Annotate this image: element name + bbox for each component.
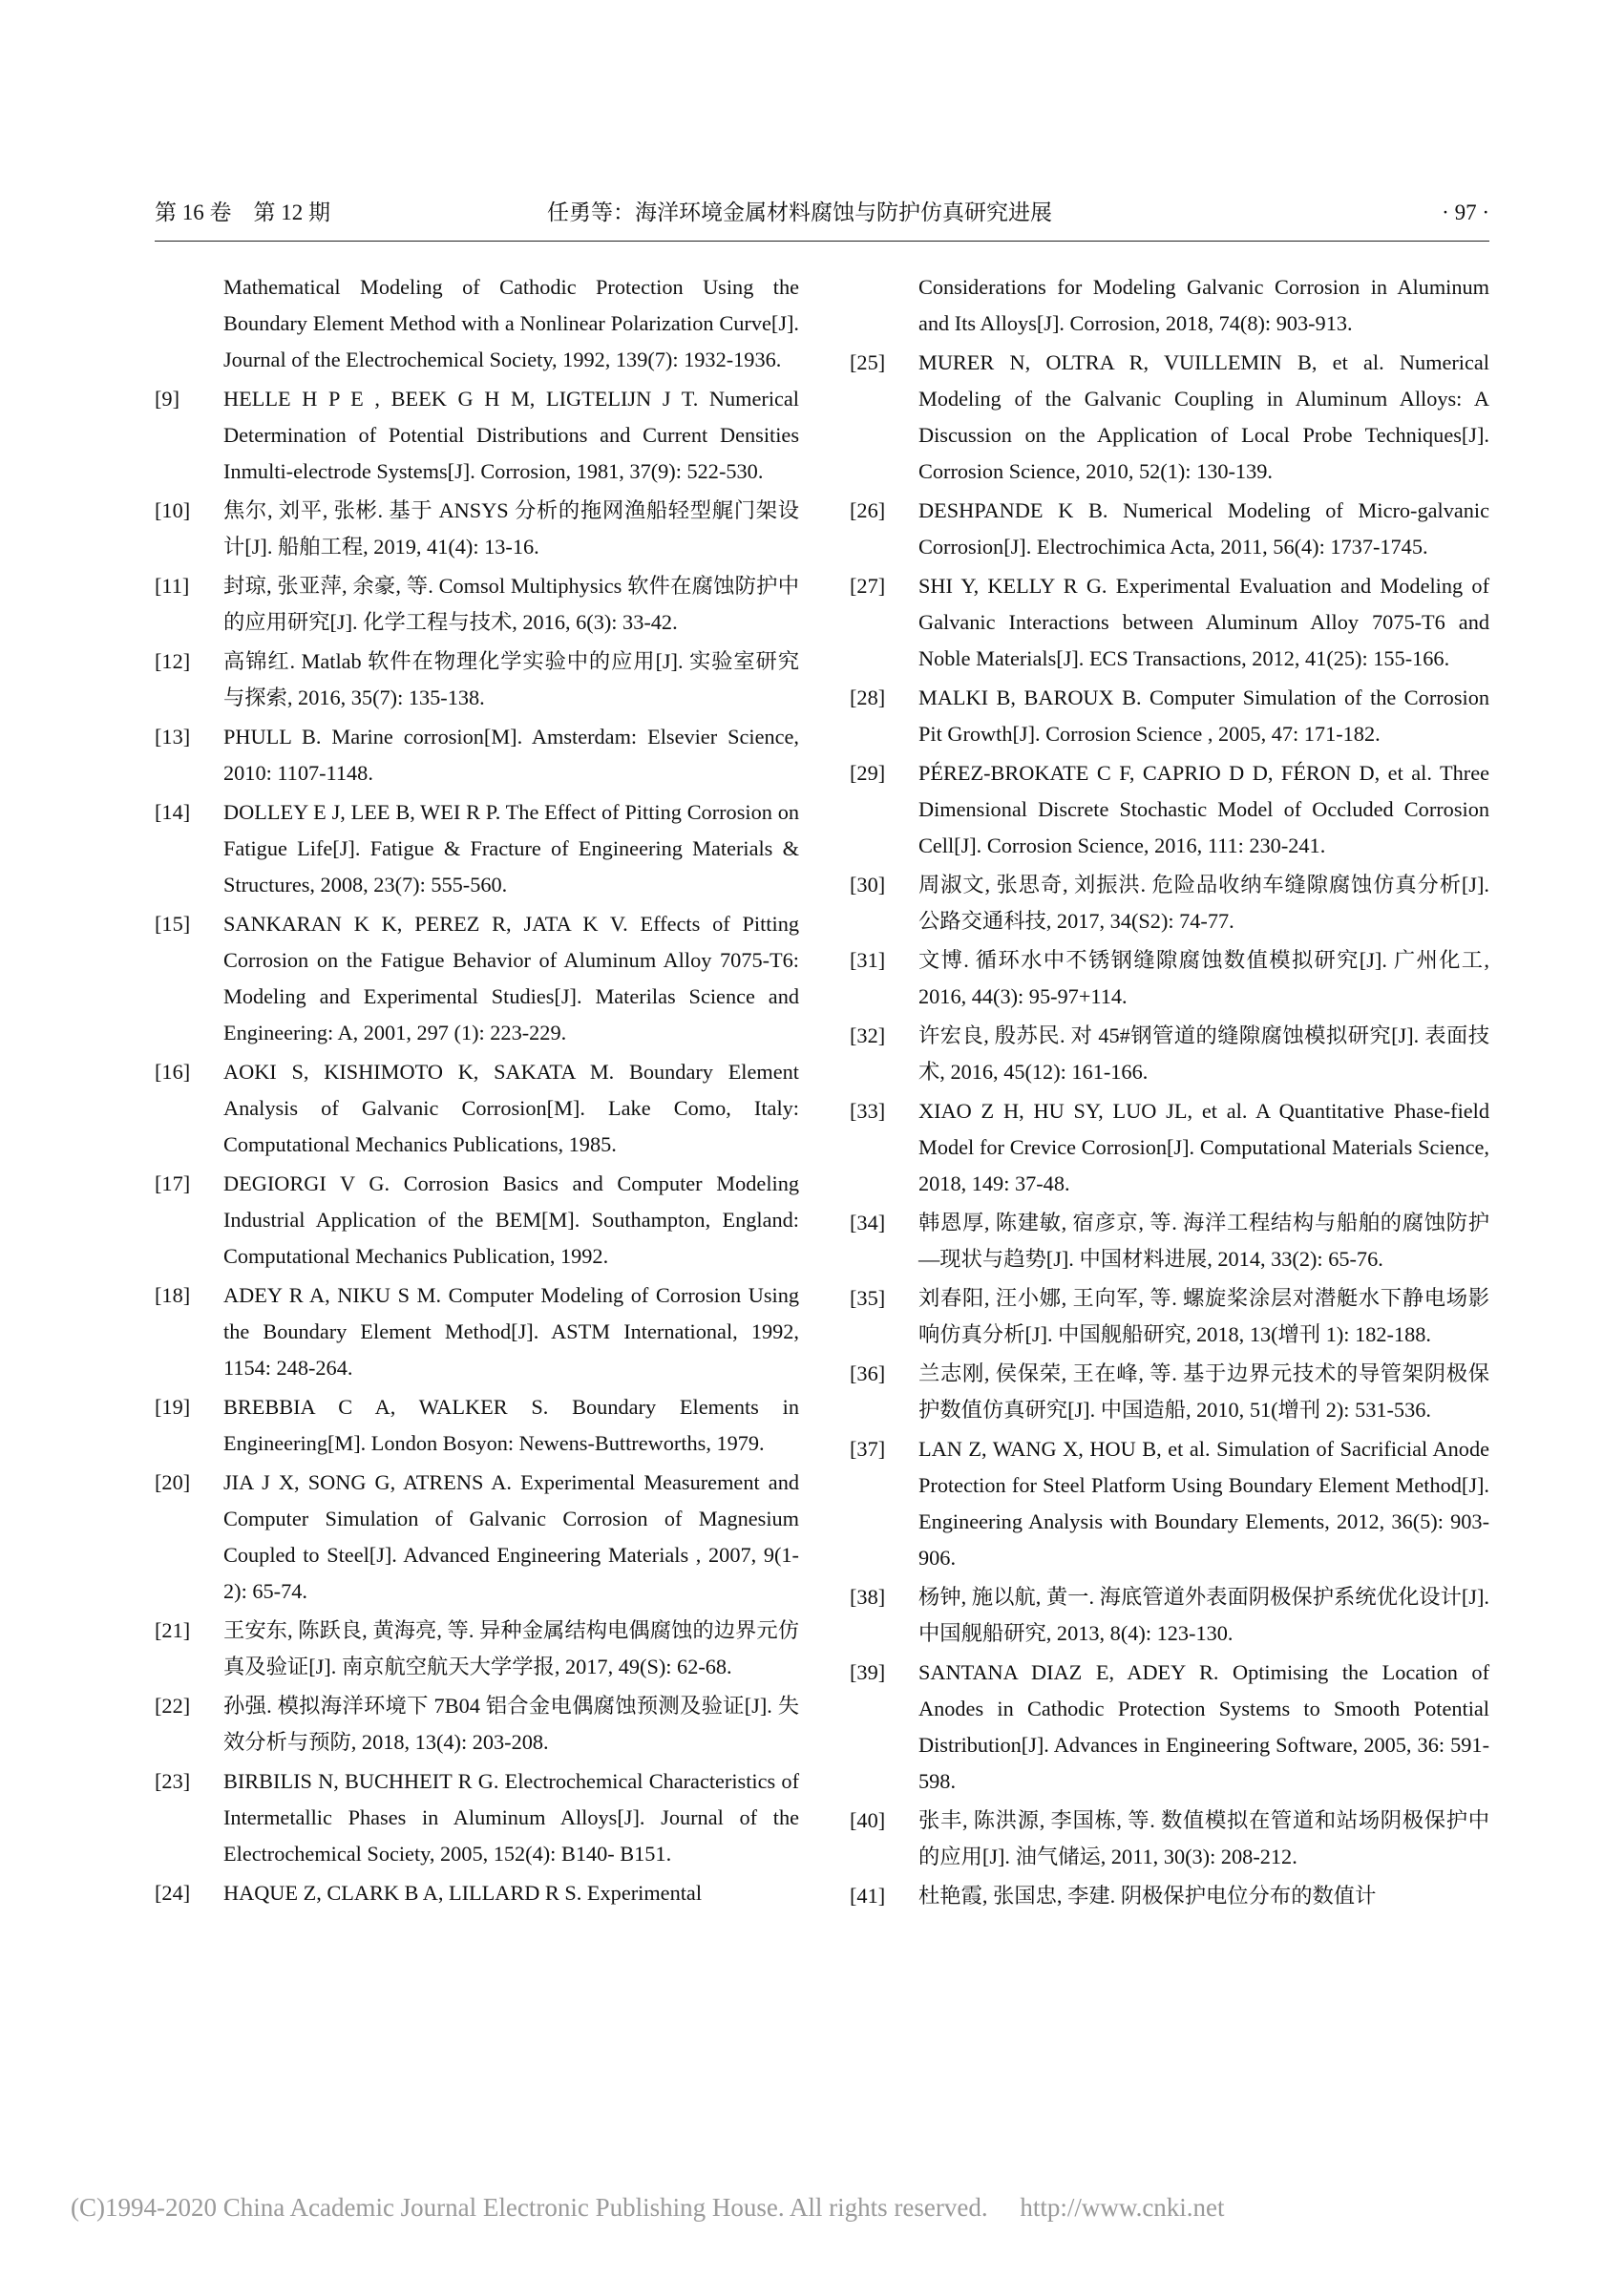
reference-text: DOLLEY E J, LEE B, WEI R P. The Effect of Pitting Corrosion on Fatigue Life[J]. Fatigue & Fracture of Engineering Materials & Structures, 2008, 23(7): 555-560. — [223, 800, 799, 896]
reference-item — [155, 906, 799, 1051]
reference-number: [19] — [155, 1395, 191, 1419]
reference-number: [14] — [155, 800, 191, 824]
references-right-column — [850, 269, 1489, 1917]
reference-item — [155, 568, 799, 641]
reference-item — [850, 1579, 1489, 1652]
reference-number: [37] — [850, 1437, 886, 1461]
reference-number: [17] — [155, 1171, 191, 1195]
reference-text: Mathematical Modeling of Cathodic Protection Using the Boundary Element Method with a Nonlinear Polarization Curve[J]. Journal of the Electrochemical Society, 1992, 139(7): 1932-1936. — [223, 275, 799, 371]
reference-text: 许宏良, 殷苏民. 对 45#钢管道的缝隙腐蚀模拟研究[J]. 表面技术, 2016, 45(12): 161-166. — [918, 1023, 1489, 1084]
reference-item — [155, 1688, 799, 1761]
reference-number: [29] — [850, 761, 886, 785]
reference-number: [39] — [850, 1660, 886, 1684]
reference-item — [155, 1054, 799, 1163]
reference-number: [38] — [850, 1585, 886, 1609]
reference-text: BREBBIA C A, WALKER S. Boundary Elements in Engineering[M]. London Bosyon: Newens-Buttreworths, 1979. — [223, 1395, 799, 1455]
reference-text: HELLE H P E , BEEK G H M, LIGTELIJN J T. Numerical Determination of Potential Distributions and Current Densities Inmulti-electrode Systems[J]. Corrosion, 1981, 37(9): 522-530. — [223, 387, 799, 483]
reference-item — [850, 345, 1489, 490]
reference-number: [25] — [850, 350, 886, 374]
reference-number: [22] — [155, 1694, 191, 1718]
reference-item — [850, 942, 1489, 1015]
reference-text: 杨钟, 施以航, 黄一. 海底管道外表面阴极保护系统优化设计[J]. 中国舰船研究, 2013, 8(4): 123-130. — [918, 1585, 1489, 1645]
references-left-column — [155, 269, 799, 1914]
reference-number: [30] — [850, 873, 886, 896]
reference-text: JIA J X, SONG G, ATRENS A. Experimental Measurement and Computer Simulation of Galvanic Corrosion of Magnesium Coupled to Steel[J]. Advanced Engineering Materials , 2007, 9(1-2): 65-74. — [223, 1470, 799, 1603]
reference-text: Considerations for Modeling Galvanic Corrosion in Aluminum and Its Alloys[J]. Corrosion, 2018, 74(8): 903-913. — [918, 275, 1489, 335]
reference-number: [15] — [155, 912, 191, 936]
reference-item — [850, 755, 1489, 864]
reference-number: [23] — [155, 1769, 191, 1793]
reference-text: 韩恩厚, 陈建敏, 宿彦京, 等. 海洋工程结构与船舶的腐蚀防护—现状与趋势[J]. 中国材料进展, 2014, 33(2): 65-76. — [918, 1211, 1489, 1271]
reference-text: 焦尔, 刘平, 张彬. 基于 ANSYS 分析的拖网渔船轻型艉门架设计[J]. 船舶工程, 2019, 41(4): 13-16. — [223, 498, 799, 559]
reference-text: 孙强. 模拟海洋环境下 7B04 铝合金电偶腐蚀预测及验证[J]. 失效分析与预防, 2018, 13(4): 203-208. — [223, 1694, 799, 1754]
reference-number: [9] — [155, 387, 179, 411]
reference-item — [850, 1018, 1489, 1090]
reference-number: [33] — [850, 1099, 886, 1123]
reference-text: MURER N, OLTRA R, VUILLEMIN B, et al. Numerical Modeling of the Galvanic Coupling in Aluminum Alloys: A Discussion on the Application of Local Probe Techniques[J]. Corrosion Science, 2010, 52(1): 130-139. — [918, 350, 1489, 483]
reference-number: [41] — [850, 1884, 886, 1908]
reference-number: [35] — [850, 1286, 886, 1310]
reference-number: [11] — [155, 574, 190, 598]
reference-number: [31] — [850, 948, 886, 972]
reference-number: [32] — [850, 1023, 886, 1047]
reference-item — [850, 1655, 1489, 1800]
reference-text: 刘春阳, 汪小娜, 王向军, 等. 螺旋桨涂层对潜艇水下静电场影响仿真分析[J]. 中国舰船研究, 2018, 13(增刊 1): 182-188. — [918, 1286, 1489, 1346]
reference-item — [155, 1465, 799, 1610]
reference-number: [34] — [850, 1211, 886, 1234]
reference-item — [155, 1389, 799, 1462]
reference-item — [155, 1763, 799, 1872]
reference-text: XIAO Z H, HU SY, LUO JL, et al. A Quantitative Phase-field Model for Crevice Corrosion[J]. Computational Materials Science, 2018, 149: 37-48. — [918, 1099, 1489, 1195]
reference-number: [18] — [155, 1283, 191, 1307]
reference-text: BIRBILIS N, BUCHHEIT R G. Electrochemical Characteristics of Intermetallic Phases in Aluminum Alloys[J]. Journal of the Electrochemical Society, 2005, 152(4): B140- B151. — [223, 1769, 799, 1866]
page-number: · 97 · — [1442, 200, 1489, 224]
reference-text: 文博. 循环水中不锈钢缝隙腐蚀数值模拟研究[J]. 广州化工, 2016, 44(3): 95-97+114. — [918, 948, 1489, 1008]
reference-text: 封琼, 张亚萍, 余豪, 等. Comsol Multiphysics 软件在腐蚀防护中的应用研究[J]. 化学工程与技术, 2016, 6(3): 33-42. — [223, 574, 799, 634]
reference-item — [155, 269, 799, 378]
reference-text: MALKI B, BAROUX B. Computer Simulation of the Corrosion Pit Growth[J]. Corrosion Science , 2005, 47: 171-182. — [918, 686, 1489, 746]
reference-item — [850, 1356, 1489, 1428]
reference-item — [155, 719, 799, 791]
reference-item — [155, 643, 799, 716]
reference-number: [27] — [850, 574, 886, 598]
reference-text: LAN Z, WANG X, HOU B, et al. Simulation of Sacrificial Anode Protection for Steel Platform Using Boundary Element Method[J]. Engineering Analysis with Boundary Elements, 2012, 36(5): 903-906. — [918, 1437, 1489, 1570]
reference-item — [850, 1803, 1489, 1875]
reference-item — [155, 1166, 799, 1275]
reference-item — [850, 1093, 1489, 1202]
reference-item — [155, 1613, 799, 1685]
reference-text: DEGIORGI V G. Corrosion Basics and Computer Modeling Industrial Application of the BEM[M]. Southampton, England: Computational Mechanics Publication, 1992. — [223, 1171, 799, 1268]
reference-number: [16] — [155, 1060, 191, 1084]
reference-text: PHULL B. Marine corrosion[M]. Amsterdam: Elsevier Science, 2010: 1107-1148. — [223, 725, 799, 785]
reference-item — [850, 269, 1489, 342]
reference-text: HAQUE Z, CLARK B A, LILLARD R S. Experimental — [223, 1881, 703, 1905]
page-header — [155, 197, 1489, 229]
reference-item — [850, 1431, 1489, 1576]
reference-number: [10] — [155, 498, 191, 522]
running-title: 任勇等：海洋环境金属材料腐蚀与防护仿真研究进展 — [547, 200, 1052, 224]
reference-text: 兰志刚, 侯保荣, 王在峰, 等. 基于边界元技术的导管架阴极保护数值仿真研究[J]. 中国造船, 2010, 51(增刊 2): 531-536. — [918, 1361, 1489, 1422]
reference-item — [850, 1878, 1489, 1914]
reference-text: AOKI S, KISHIMOTO K, SAKATA M. Boundary Element Analysis of Galvanic Corrosion[M]. Lake Como, Italy: Computational Mechanics Publications, 1985. — [223, 1060, 799, 1156]
reference-item — [155, 794, 799, 903]
reference-text: 周淑文, 张思奇, 刘振洪. 危险品收纳车缝隙腐蚀仿真分析[J]. 公路交通科技, 2017, 34(S2): 74-77. — [918, 873, 1489, 933]
reference-text: 高锦红. Matlab 软件在物理化学实验中的应用[J]. 实验室研究与探索, 2016, 35(7): 135-138. — [223, 649, 799, 709]
reference-text: SANTANA DIAZ E, ADEY R. Optimising the Location of Anodes in Cathodic Protection Systems to Smooth Potential Distribution[J]. Advances in Engineering Software, 2005, 36: 591-598. — [918, 1660, 1489, 1793]
reference-number: [12] — [155, 649, 191, 673]
reference-number: [21] — [155, 1618, 191, 1642]
reference-text: PÉREZ-BROKATE C F, CAPRIO D D, FÉRON D, et al. Three Dimensional Discrete Stochastic Model of Occluded Corrosion Cell[J]. Corrosion Science, 2016, 111: 230-241. — [918, 761, 1489, 857]
copyright-footer: (C)1994-2020 China Academic Journal Electronic Publishing House. All rights reserved. http://www.cnki.net — [71, 2193, 1225, 2222]
reference-text: ADEY R A, NIKU S M. Computer Modeling of Corrosion Using the Boundary Element Method[J]. ASTM International, 1992, 1154: 248-264. — [223, 1283, 799, 1380]
reference-item — [155, 493, 799, 565]
reference-text: DESHPANDE K B. Numerical Modeling of Micro-galvanic Corrosion[J]. Electrochimica Acta, 2011, 56(4): 1737-1745. — [918, 498, 1489, 559]
reference-item — [155, 1875, 799, 1911]
reference-item — [850, 568, 1489, 677]
reference-text: 杜艳霞, 张国忠, 李建. 阴极保护电位分布的数值计 — [918, 1884, 1377, 1908]
reference-item — [850, 867, 1489, 939]
reference-item — [850, 1280, 1489, 1353]
reference-number: [26] — [850, 498, 886, 522]
reference-item — [850, 493, 1489, 565]
volume-issue: 第 16 卷 第 12 期 — [155, 200, 330, 224]
reference-number: [28] — [850, 686, 886, 709]
reference-text: 张丰, 陈洪源, 李国栋, 等. 数值模拟在管道和站场阴极保护中的应用[J]. 油气储运, 2011, 30(3): 208-212. — [918, 1808, 1489, 1868]
reference-text: SANKARAN K K, PEREZ R, JATA K V. Effects of Pitting Corrosion on the Fatigue Behavior of Aluminum Alloy 7075-T6: Modeling and Experimental Studies[J]. Materilas Science and Engineering: A, 2001, 297 (1): 223-229. — [223, 912, 799, 1044]
reference-text: 王安东, 陈跃良, 黄海亮, 等. 异种金属结构电偶腐蚀的边界元仿真及验证[J]. 南京航空航天大学学报, 2017, 49(S): 62-68. — [223, 1618, 799, 1678]
header-rule — [155, 241, 1489, 242]
reference-number: [36] — [850, 1361, 886, 1385]
reference-number: [13] — [155, 725, 191, 749]
reference-item — [850, 680, 1489, 752]
reference-text: SHI Y, KELLY R G. Experimental Evaluation and Modeling of Galvanic Interactions between Aluminum Alloy 7075-T6 and Noble Materials[J]. ECS Transactions, 2012, 41(25): 155-166. — [918, 574, 1489, 670]
reference-item — [155, 381, 799, 490]
reference-number: [20] — [155, 1470, 191, 1494]
reference-item — [850, 1205, 1489, 1277]
reference-number: [40] — [850, 1808, 886, 1832]
reference-item — [155, 1277, 799, 1386]
reference-number: [24] — [155, 1881, 191, 1905]
